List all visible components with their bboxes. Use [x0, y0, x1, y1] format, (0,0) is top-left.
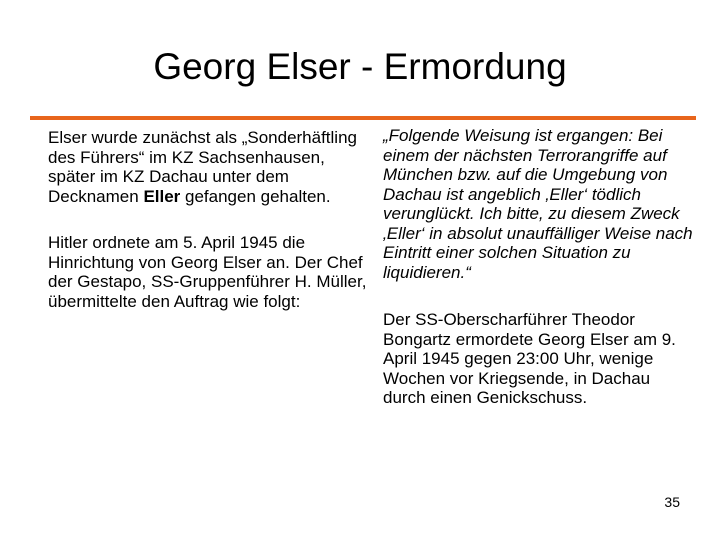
right-column	[383, 126, 695, 408]
gestapo-quote: „Folgende Weisung ist ergangen: Bei einem der nächsten Terrorangriffe auf München bzw. auf die Umgebung von Dachau ist angeblich ‚Eller‘ tödlich verunglückt. Ich bitte, zu diesem Zweck ‚Eller‘ in absolut unauffälliger Weise nach Eintritt einer solchen Situation zu liquidieren.“	[383, 126, 693, 282]
paragraph-execution-order: Hitler ordnete am 5. April 1945 die Hinrichtung von Georg Elser an. Der Chef der Gestapo, SS-Gruppenführer H. Müller, übermittelte den Auftrag wie folgt:	[48, 233, 367, 311]
paragraph-text: gefangen gehalten.	[180, 186, 331, 206]
paragraph-imprisonment	[48, 128, 368, 206]
title-divider	[30, 116, 696, 120]
paragraph-murder: Der SS-Oberscharführer Theodor Bongartz ermordete Georg Elser am 9. April 1945 gegen 23:00 Uhr, wenige Wochen vor Kriegsende, in Dachau durch einen Genickschuss.	[383, 310, 676, 407]
paragraph-text: Elser wurde zunächst als „Sonderhäftling des Führers“ im KZ Sachsenhausen, später im KZ Dachau unter dem Decknamen	[48, 128, 357, 206]
page-number: 35	[664, 494, 680, 510]
codename-bold: Eller	[143, 186, 181, 206]
left-column	[48, 128, 368, 311]
slide-title: Georg Elser - Ermordung	[153, 46, 567, 87]
